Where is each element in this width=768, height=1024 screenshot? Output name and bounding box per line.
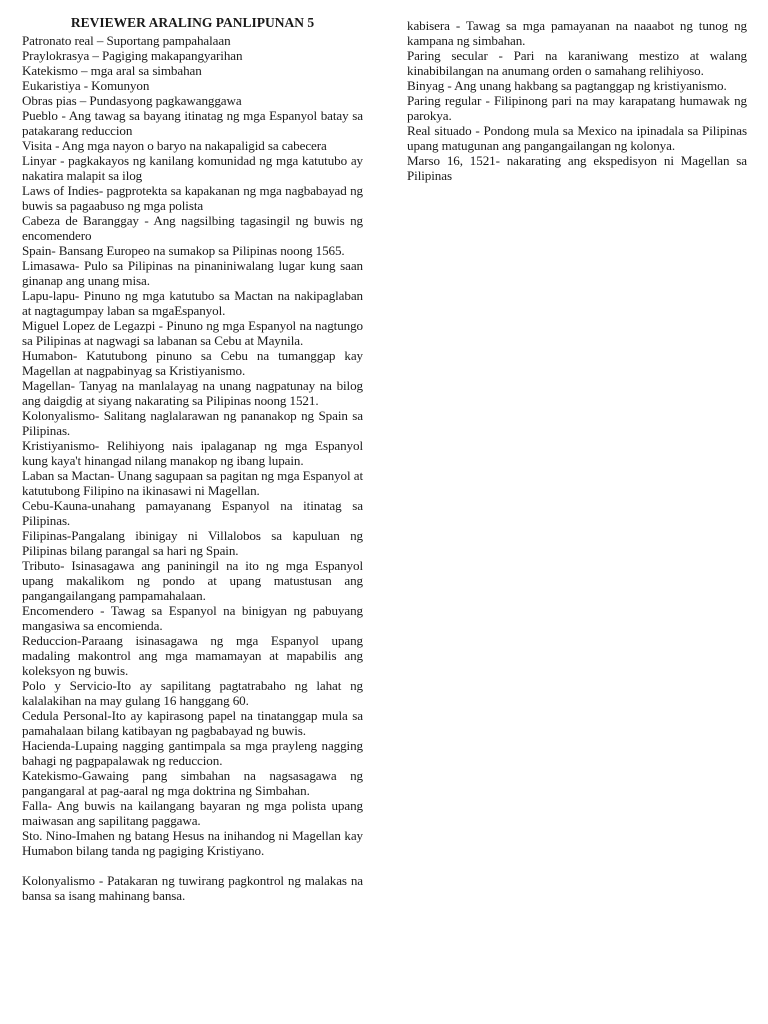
term-entry: Real situado - Pondong mula sa Mexico na ipinadala sa Pilipinas upang matugunan ang pangangailangan ng kolonya.: [407, 123, 747, 153]
term-entry: Magellan- Tanyag na manlalayag na unang nagpatunay na bilog ang daigdig at siyang nakarating sa Pilipinas noong 1521.: [22, 378, 363, 408]
term-entry: Eukaristiya - Komunyon: [22, 78, 150, 93]
term-entry: Hacienda-Lupaing nagging gantimpala sa mga prayleng nagging bahagi ng pagpapalawak ng reduccion.: [22, 738, 363, 768]
term-entry: Tributo- Isinasagawa ang paniningil na ito ng mga Espanyol upang makalikom ng pondo at upang matustusan ang pangangailangang pampamahalaan.: [22, 558, 363, 603]
document-title: REVIEWER ARALING PANLIPUNAN 5: [70, 15, 315, 30]
term-entry: Spain- Bansang Europeo na sumakop sa Pilipinas noong 1565.: [22, 243, 345, 258]
left-column: [22, 14, 363, 903]
term-entry: Katekismo-Gawaing pang simbahan na nagsasagawa ng pangangaral at pag-aaral ng mga doktrina ng Simbahan.: [22, 768, 363, 798]
term-entry: Pueblo - Ang tawag sa bayang itinatag ng mga Espanyol batay sa patakarang reduccion: [22, 108, 363, 138]
right-column: [407, 18, 747, 183]
term-entry: Polo y Servicio-Ito ay sapilitang pagtatrabaho ng lahat ng kalalakihan na may gulang 16 hanggang 60.: [22, 678, 363, 708]
term-entry: Kolonyalismo- Salitang naglalarawan ng pananakop ng Spain sa Pilipinas.: [22, 408, 363, 438]
term-entry: Visita - Ang mga nayon o baryo na nakapaligid sa cabecera: [22, 138, 327, 153]
term-entry: Lapu-lapu- Pinuno ng mga katutubo sa Mactan na nakipaglaban at nagtagumpay laban sa mgaEspanyol.: [22, 288, 363, 318]
term-entry: Marso 16, 1521- nakarating ang ekspedisyon ni Magellan sa Pilipinas: [407, 153, 747, 183]
term-entry: Cebu-Kauna-unahang pamayanang Espanyol na itinatag sa Pilipinas.: [22, 498, 363, 528]
term-entry: Cabeza de Baranggay - Ang nagsilbing tagasingil ng buwis ng encomendero: [22, 213, 363, 243]
term-entry: Laban sa Mactan- Unang sagupaan sa pagitan ng mga Espanyol at katutubong Filipino na ikinasawi ni Magellan.: [22, 468, 363, 498]
term-entry: Praylokrasya – Pagiging makapangyarihan: [22, 48, 243, 63]
term-entry: Obras pias – Pundasyong pagkawanggawa: [22, 93, 242, 108]
term-entry: Paring secular - Pari na karaniwang mestizo at walang kinabibilangan na anumang orden o samahang relihiyoso.: [407, 48, 747, 78]
term-entry: Cedula Personal-Ito ay kapirasong papel na tinatanggap mula sa pamahalaan bilang katibayan ng pagbabayad ng buwis.: [22, 708, 363, 738]
term-entry: Kolonyalismo - Patakaran ng tuwirang pagkontrol ng malakas na bansa sa isang mahinang bansa.: [22, 873, 363, 903]
term-entry: Humabon- Katutubong pinuno sa Cebu na tumanggap kay Magellan at nagpabinyag sa Kristiyanismo.: [22, 348, 363, 378]
term-entry: Filipinas-Pangalang ibinigay ni Villalobos sa kapuluan ng Pilipinas bilang parangal sa hari ng Spain.: [22, 528, 363, 558]
term-entry: Laws of Indies- pagprotekta sa kapakanan ng mga nagbabayad ng buwis sa pagaabuso ng mga polista: [22, 183, 363, 213]
term-entry: Binyag - Ang unang hakbang sa pagtanggap ng kristiyanismo.: [407, 78, 727, 93]
term-entry: Kristiyanismo- Relihiyong nais ipalaganap ng mga Espanyol kung kaya't hinangad nilang manakop ng ibang lupain.: [22, 438, 363, 468]
paragraph-gap: [22, 858, 363, 873]
term-entry: Linyar - pagkakayos ng kanilang komunidad ng mga katutubo ay nakatira malapit sa ilog: [22, 153, 363, 183]
term-entry: kabisera - Tawag sa mga pamayanan na naaabot ng tunog ng kampana ng simbahan.: [407, 18, 747, 48]
term-entry: Reduccion-Paraang isinasagawa ng mga Espanyol upang madaling makontrol ang mga mamamayan at mapabilis ang koleksyon ng buwis.: [22, 633, 363, 678]
term-entry: Sto. Nino-Imahen ng batang Hesus na inihandog ni Magellan kay Humabon bilang tanda ng pagiging Kristiyano.: [22, 828, 363, 858]
term-entry: Encomendero - Tawag sa Espanyol na binigyan ng pabuyang mangasiwa sa encomienda.: [22, 603, 363, 633]
term-entry: Paring regular - Filipinong pari na may karapatang humawak ng parokya.: [407, 93, 747, 123]
term-entry: Miguel Lopez de Legazpi - Pinuno ng mga Espanyol na nagtungo sa Pilipinas at nagwagi sa labanan sa Cebu at Maynila.: [22, 318, 363, 348]
term-entry: Katekismo – mga aral sa simbahan: [22, 63, 202, 78]
term-entry: Limasawa- Pulo sa Pilipinas na pinaniniwalang lugar kung saan ginanap ang unang misa.: [22, 258, 363, 288]
term-entry: Patronato real – Suportang pampahalaan: [22, 33, 231, 48]
term-entry: Falla- Ang buwis na kailangang bayaran ng mga polista upang maiwasan ang sapilitang paggawa.: [22, 798, 363, 828]
